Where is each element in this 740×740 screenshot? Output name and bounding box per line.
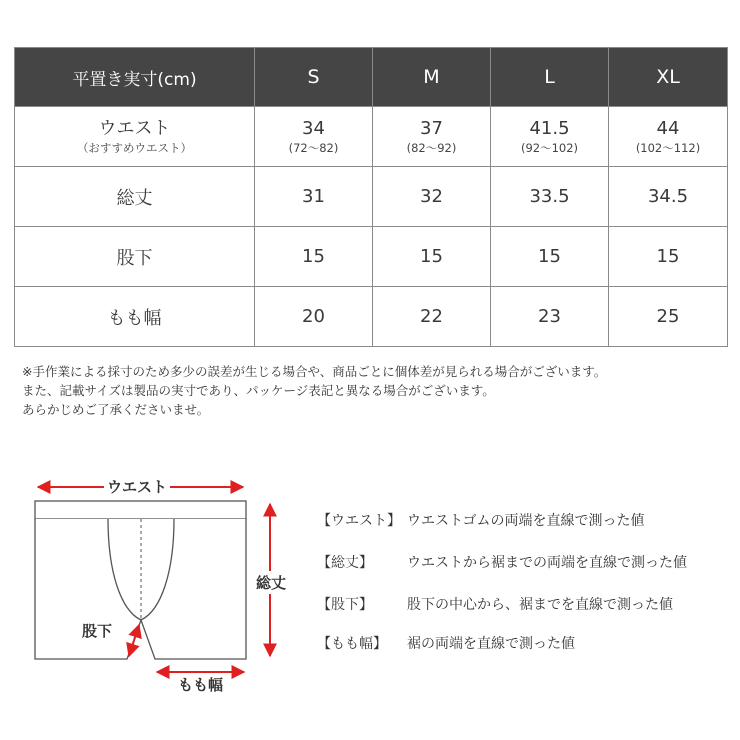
size-header-xl: XL bbox=[609, 48, 728, 107]
cell-length-m: 32 bbox=[373, 167, 491, 227]
cell-value: 41.5 bbox=[529, 117, 570, 139]
cell-length-l: 33.5 bbox=[491, 167, 609, 227]
cell-length-xl: 34.5 bbox=[609, 167, 728, 227]
legend-desc: ウエストゴムの両端を直線で測った値 bbox=[407, 513, 645, 529]
cell-thigh-m: 22 bbox=[373, 287, 491, 347]
cell-inseam-l: 15 bbox=[491, 227, 609, 287]
cell-waist-m bbox=[373, 107, 491, 167]
cell-thigh-xl: 25 bbox=[609, 287, 728, 347]
legend-key: 【股下】 bbox=[317, 597, 373, 613]
cell-waist-s bbox=[255, 107, 373, 167]
note-line-1: ※手作業による採寸のため多少の誤差が生じる場合や、商品ごとに個体差が見られる場合がございます。 bbox=[22, 364, 607, 379]
size-header-l: L bbox=[491, 48, 609, 107]
row-label-waist-sub: （おすすめウエスト） bbox=[76, 140, 193, 155]
cell-value: 34 bbox=[302, 117, 325, 139]
table-header-row bbox=[15, 48, 728, 107]
cell-subvalue: (102〜112) bbox=[635, 140, 701, 155]
cell-value: 44 bbox=[656, 117, 680, 139]
legend-key: 【もも幅】 bbox=[317, 636, 387, 652]
row-label-inseam: 股下 bbox=[15, 227, 255, 287]
size-table bbox=[14, 47, 728, 347]
cell-thigh-s: 20 bbox=[255, 287, 373, 347]
cell-subvalue: (72〜82) bbox=[288, 140, 339, 155]
cell-length-s: 31 bbox=[255, 167, 373, 227]
diagram-inseam-label: 股下 bbox=[82, 622, 113, 640]
table-row-inseam bbox=[15, 227, 728, 287]
legend-row-length bbox=[317, 552, 687, 572]
legend-key: 【総丈】 bbox=[317, 555, 373, 571]
legend-desc: 裾の両端を直線で測った値 bbox=[407, 636, 575, 652]
legend-desc: ウエストから裾までの両端を直線で測った値 bbox=[407, 555, 687, 571]
cell-inseam-s: 15 bbox=[255, 227, 373, 287]
cell-subvalue: (82〜92) bbox=[406, 140, 457, 155]
row-label-waist bbox=[15, 107, 255, 167]
table-row-thigh bbox=[15, 287, 728, 347]
size-header-s: S bbox=[255, 48, 373, 107]
table-corner-header: 平置き実寸(cm) bbox=[15, 48, 255, 107]
cell-inseam-m: 15 bbox=[373, 227, 491, 287]
cell-subvalue: (92〜102) bbox=[520, 140, 579, 155]
cell-waist-xl bbox=[609, 107, 728, 167]
table-row-waist bbox=[15, 107, 728, 167]
cell-value: 37 bbox=[420, 117, 443, 139]
cell-inseam-xl: 15 bbox=[609, 227, 728, 287]
note-line-2: また、記載サイズは製品の実寸であり、パッケージ表記と異なる場合がございます。 bbox=[22, 383, 495, 398]
size-header-m: M bbox=[373, 48, 491, 107]
note-line-3: あらかじめご了承くださいませ。 bbox=[22, 402, 210, 417]
garment-diagram bbox=[0, 460, 310, 740]
table-row-length bbox=[15, 167, 728, 227]
measurement-note bbox=[22, 362, 732, 419]
legend-row-inseam bbox=[317, 594, 673, 614]
legend-desc: 股下の中心から、裾までを直線で測った値 bbox=[407, 597, 673, 613]
cell-waist-l bbox=[491, 107, 609, 167]
diagram-waist-label: ウエスト bbox=[104, 476, 170, 497]
legend-key: 【ウエスト】 bbox=[317, 513, 401, 529]
waistband-shape bbox=[35, 501, 246, 519]
row-label-thigh: もも幅 bbox=[15, 287, 255, 347]
boxer-brief-illustration bbox=[0, 460, 310, 740]
diagram-length-label: 総丈 bbox=[256, 571, 286, 594]
diagram-thigh-label: もも幅 bbox=[178, 676, 224, 694]
row-label-length: 総丈 bbox=[15, 167, 255, 227]
cell-thigh-l: 23 bbox=[491, 287, 609, 347]
legend-row-waist bbox=[317, 510, 644, 530]
legend-row-thigh bbox=[317, 633, 575, 653]
row-label-waist-main: ウエスト bbox=[98, 117, 171, 139]
